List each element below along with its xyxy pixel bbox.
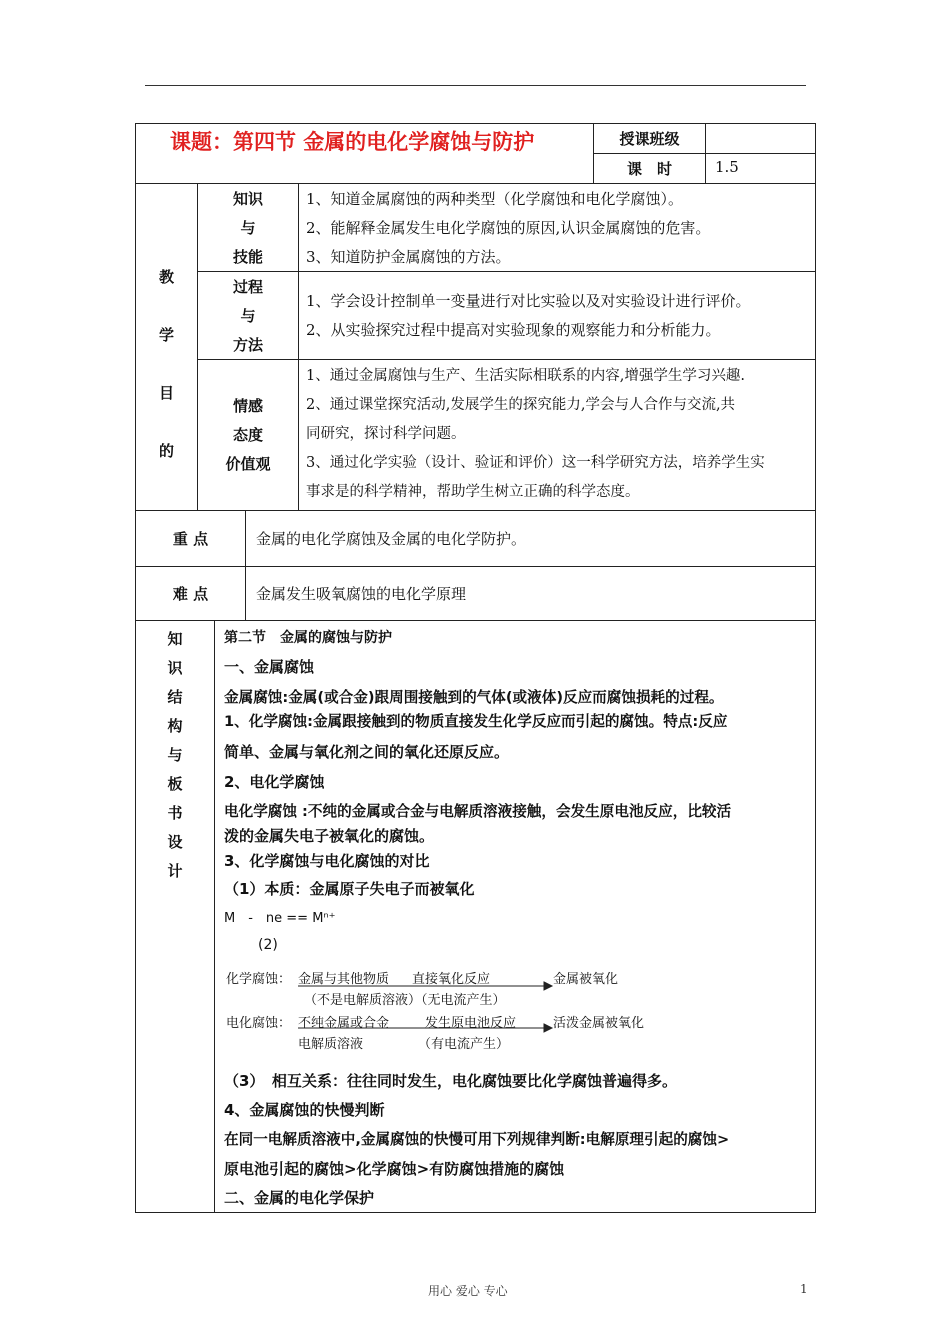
board-line: 一、金属腐蚀: [224, 658, 315, 676]
emotion-items: [306, 362, 765, 507]
diagram-arrows: [290, 980, 560, 1036]
board-line: 1、化学腐蚀:金属跟接触到的物质直接发生化学反应而引起的腐蚀。特点:反应: [224, 713, 728, 730]
hours-value: 1.5: [715, 158, 739, 176]
hours-label: 课 时: [626, 160, 672, 178]
emotion-label: 情感 态度 价值观: [225, 397, 271, 473]
class-label: 授课班级: [619, 130, 680, 148]
board-line: 泼的金属失电子被氧化的腐蚀。: [224, 827, 435, 845]
list-item: 1、知道金属腐蚀的两种类型（化学腐蚀和电化学腐蚀）。: [306, 190, 684, 208]
board-line: （3） 相互关系：往往同时发生，电化腐蚀要比化学腐蚀普遍得多。: [224, 1072, 677, 1090]
formula: M - ne == Mⁿ⁺: [224, 911, 336, 926]
arrow-head-icon: [544, 1024, 552, 1032]
board-line: 3、化学腐蚀与电化腐蚀的对比: [224, 852, 430, 870]
diagram-row2-arrow-label: 发生原电池反应: [425, 1016, 517, 1031]
list-item: 1、学会设计控制单一变量进行对比实验以及对实验设计进行评价。: [306, 292, 751, 310]
knowledge-items: [306, 185, 710, 272]
board-line: 4、金属腐蚀的快慢判断: [224, 1101, 385, 1119]
board-side-label: 知 识 结 构 与 板 书 设 计: [167, 630, 183, 880]
diagram-row1-subject: 金属与其他物质: [298, 972, 390, 987]
list-item: 事求是的科学精神，帮助学生树立正确的科学态度。: [306, 484, 640, 500]
objectives-side-label: 教 学 目 的: [158, 268, 174, 460]
board-line: 原电池引起的腐蚀>化学腐蚀>有防腐蚀措施的腐蚀: [224, 1160, 565, 1178]
footer-motto: 用心 爱心 专心: [428, 1284, 508, 1298]
header-rule: [145, 85, 806, 86]
diagram-row2-note: （有电流产生）: [418, 1037, 510, 1052]
diagram-row2-label: 电化腐蚀：: [226, 1016, 292, 1031]
diagram-row2-sub: 电解质溶液: [298, 1037, 364, 1052]
list-item: 2、通过课堂探究活动,发展学生的探究能力,学会与人合作与交流,共: [306, 397, 736, 413]
key-point-label: 重 点: [172, 530, 209, 548]
list-item: 3、通过化学实验（设计、验证和评价）这一科学研究方法，培养学生实: [306, 455, 765, 471]
list-item: 同研究，探讨科学问题。: [306, 426, 466, 442]
list-item: 2、从实验探究过程中提高对实验现象的观察能力和分析能力。: [306, 321, 721, 339]
list-item: 3、知道防护金属腐蚀的方法。: [306, 248, 511, 266]
board-line: 电化学腐蚀 :不纯的金属或合金与电解质溶液接触，会发生原电池反应，比较活: [224, 803, 732, 820]
board-line: (2): [258, 937, 278, 953]
list-item: 1、通过金属腐蚀与生产、生活实际相联系的内容,增强学生学习兴趣.: [306, 368, 745, 384]
diagram-row2-subject: 不纯金属或合金: [298, 1016, 390, 1031]
key-point-text: 金属的电化学腐蚀及金属的电化学防护。: [256, 530, 527, 548]
diagram-row2-result: 活泼金属被氧化: [553, 1016, 645, 1031]
board-line: 简单、金属与氧化剂之间的氧化还原反应。: [224, 743, 510, 761]
arrow-head-icon: [544, 982, 552, 990]
difficulty-text: 金属发生吸氧腐蚀的电化学原理: [256, 585, 467, 603]
page-number: 1: [800, 1282, 808, 1296]
board-line: 二、金属的电化学保护: [224, 1189, 375, 1207]
process-items: [306, 287, 751, 345]
board-line: 在同一电解质溶液中,金属腐蚀的快慢可用下列规律判断:电解原理引起的腐蚀>: [224, 1131, 730, 1148]
lesson-title: 课题：第四节 金属的电化学腐蚀与防护: [170, 130, 535, 154]
process-label: 过程 与 方法: [232, 278, 263, 354]
diagram-row1-label: 化学腐蚀：: [226, 972, 292, 987]
knowledge-label: 知识 与 技能: [232, 190, 263, 266]
board-line: （1）本质：金属原子失电子而被氧化: [224, 880, 475, 898]
diagram-row1-note: （不是电解质溶液）（无电流产生）: [304, 993, 506, 1008]
difficulty-label: 难 点: [172, 585, 209, 603]
board-line: 金属腐蚀:金属(或合金)跟周围接触到的气体(或液体)反应而腐蚀损耗的过程。: [224, 689, 724, 706]
diagram-row1-arrow-label: 直接氧化反应: [412, 972, 491, 987]
diagram-row1-result: 金属被氧化: [553, 972, 619, 987]
board-line: 第二节 金属的腐蚀与防护: [224, 630, 392, 646]
list-item: 2、能解释金属发生电化学腐蚀的原因,认识金属腐蚀的危害。: [306, 219, 711, 237]
board-line: 2、电化学腐蚀: [224, 773, 325, 791]
